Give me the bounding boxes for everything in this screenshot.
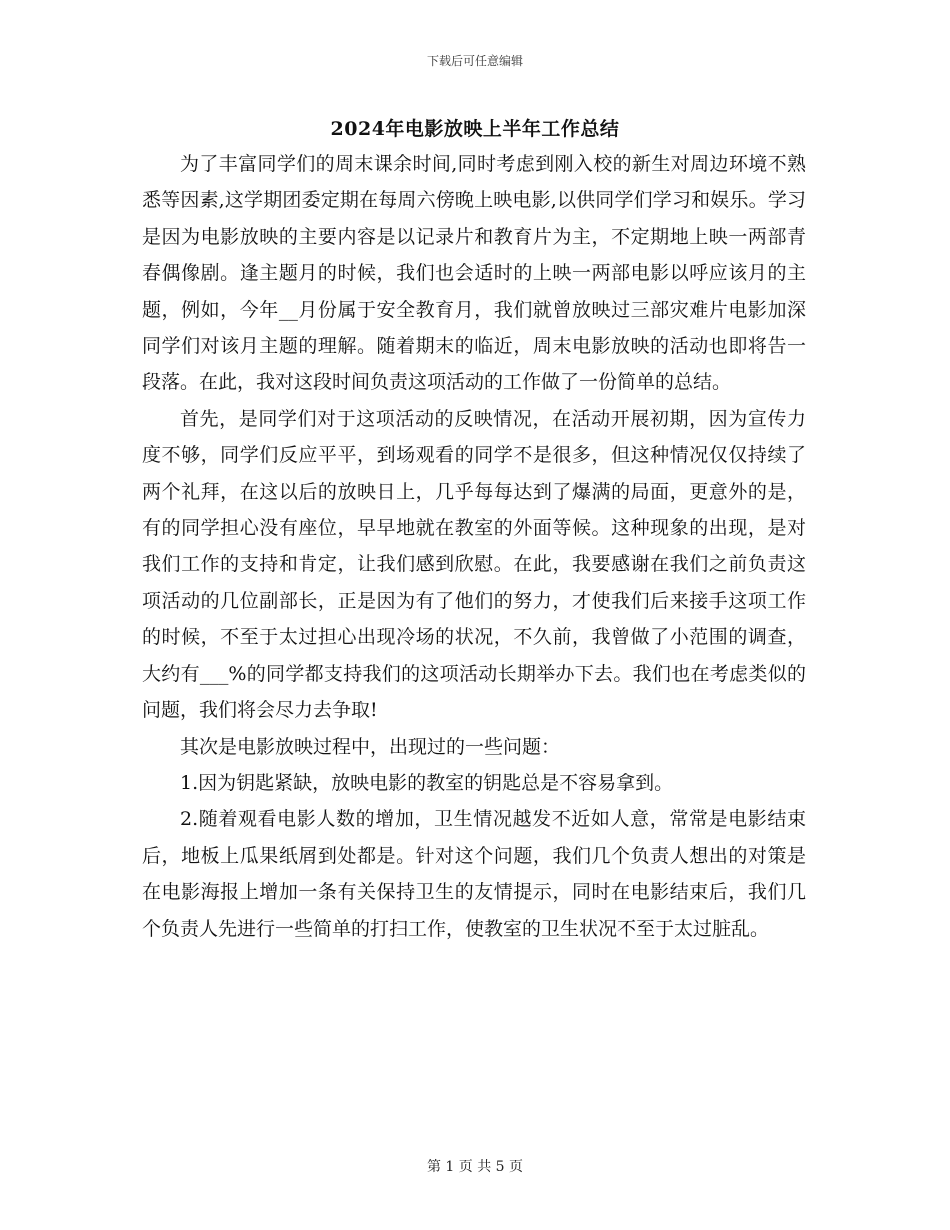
document-title: 2024年电影放映上半年工作总结 xyxy=(330,118,620,140)
paragraph-intro: 为了丰富同学们的周末课余时间,同时考虑到刚入校的新生对周边环境不熟悉等因素,这学期团委定期在每周六傍晚上映电影,以供同学们学习和娱乐。学习是因为电影放映的主要内容是以记录片和教育片为主，不定期地上映一两部青春偶像剧。逢主题月的时候，我们也会适时的上映一两部电影以呼应该月的主题，例如，今年__月份属于安全教育月，我们就曾放映过三部灾难片电影加深同学们对该月主题的理解。随着期末的临近，周末电影放映的活动也即将告一段落。在此，我对这段时间负责这项活动的工作做了一份简单的总结。 xyxy=(142,153,806,394)
paragraph-feedback: 首先，是同学们对于这项活动的反映情况，在活动开展初期，因为宣传力度不够，同学们反应平平，到场观看的同学不是很多，但这种情况仅仅持续了两个礼拜，在这以后的放映日上，几乎每每达到了爆满的局面，更意外的是，有的同学担心没有座位，早早地就在教室的外面等候。这种现象的出现，是对我们工作的支持和肯定，让我们感到欣慰。在此，我要感谢在我们之前负责这项活动的几位副部长，正是因为有了他们的努力，才使我们后来接手这项工作的时候，不至于太过担心出现冷场的状况，不久前，我曾做了小范围的调查，大约有___%的同学都支持我们的这项活动长期举办下去。我们也在考虑类似的问题，我们将会尽力去争取! xyxy=(142,407,806,722)
paragraph-problems-heading: 其次是电影放映过程中，出现过的一些问题： xyxy=(180,735,561,758)
paragraph-problem-2: 2.随着观看电影人数的增加，卫生情况越发不近如人意，常常是电影结束后，地板上瓜果纸屑到处都是。针对这个问题，我们几个负责人想出的对策是在电影海报上增加一条有关保持卫生的友情提示，同时在电影结束后，我们几个负责人先进行一些简单的打扫工作，使教室的卫生状况不至于太过脏乱。 xyxy=(142,808,806,940)
paragraph-problem-1: 1.因为钥匙紧缺，放映电影的教室的钥匙总是不容易拿到。 xyxy=(180,771,674,794)
page-number: 第 1 页 共 5 页 xyxy=(426,1159,524,1175)
document-body xyxy=(142,146,806,947)
page-header-note: 下载后可任意编辑 xyxy=(426,54,523,68)
